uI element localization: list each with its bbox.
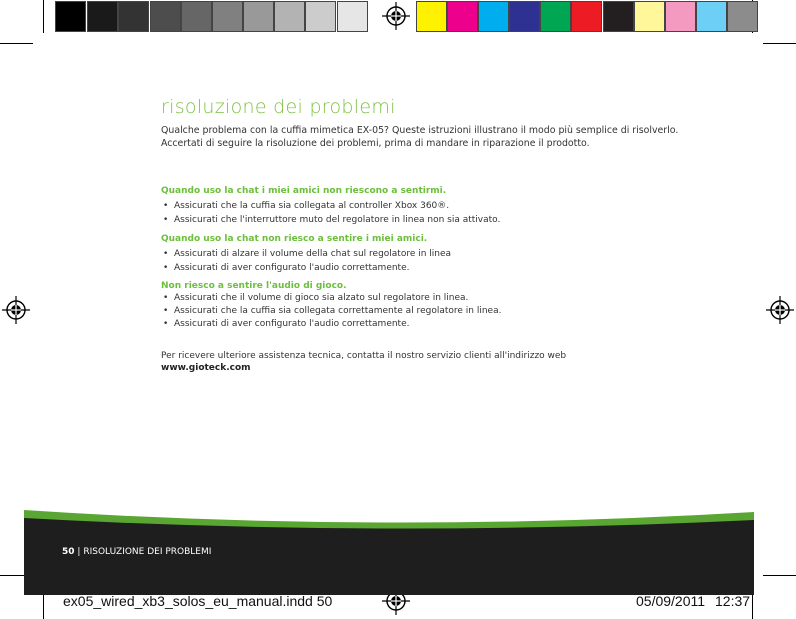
- color-swatch: [416, 1, 447, 32]
- crop-mark: [0, 43, 33, 44]
- color-swatch: [118, 1, 149, 32]
- color-swatch: [665, 1, 696, 32]
- bullet-icon: •: [163, 249, 169, 259]
- bullet-icon: •: [163, 215, 169, 225]
- slug-time: 12:37: [715, 593, 751, 609]
- page-section-name: RISOLUZIONE DEI PROBLEMI: [83, 547, 212, 557]
- intro-text: [161, 124, 721, 150]
- bullet-icon: •: [163, 263, 169, 273]
- color-swatch: [603, 1, 634, 32]
- crop-mark: [43, 0, 44, 33]
- list-item-text: Assicurati che la cuffia sia collegata correttamente al regolatore in linea.: [174, 306, 502, 316]
- registration-mark-icon: [766, 296, 794, 324]
- color-swatch: [274, 1, 305, 32]
- page-number: 50: [62, 547, 75, 557]
- bullet-icon: •: [163, 319, 169, 329]
- color-swatch: [150, 1, 181, 32]
- color-swatch: [696, 1, 727, 32]
- color-swatch: [447, 1, 478, 32]
- bullet-icon: •: [163, 306, 169, 316]
- list-item: [163, 319, 409, 329]
- list-item-text: Assicurati che l'interruttore muto del regolatore in linea non sia attivato.: [174, 215, 501, 225]
- color-swatch: [727, 1, 758, 32]
- list-item-text: Assicurati di aver configurato l'audio correttamente.: [174, 263, 410, 273]
- list-item-text: Assicurati che il volume di gioco sia alzato sul regolatore in linea.: [174, 293, 469, 303]
- list-item: [163, 306, 501, 316]
- bullet-icon: •: [163, 201, 169, 211]
- list-item-text: Assicurati di aver configurato l'audio correttamente.: [174, 319, 410, 329]
- list-item: [163, 201, 449, 211]
- list-item-text: Assicurati che la cuffia sia collegata al controller Xbox 360®.: [174, 201, 450, 211]
- list-item: [163, 215, 500, 225]
- color-swatch: [571, 1, 602, 32]
- color-swatch: [540, 1, 571, 32]
- crop-mark: [763, 43, 796, 44]
- intro-line: Accertati di seguire la risoluzione dei problemi, prima di mandare in riparazione il prodotto.: [161, 138, 590, 149]
- list-item: [163, 249, 451, 259]
- support-paragraph: [161, 350, 566, 374]
- page-title: risoluzione dei problemi: [161, 96, 396, 118]
- slug-date: 05/09/2011: [636, 593, 706, 609]
- crop-mark: [763, 575, 796, 576]
- slug-filename: ex05_wired_xb3_solos_eu_manual.indd 50: [63, 593, 333, 609]
- color-swatch: [55, 1, 86, 32]
- section-question: Quando uso la chat non riesco a sentire i miei amici.: [161, 234, 428, 244]
- page-label-separator: |: [77, 547, 81, 557]
- website-link[interactable]: www.gioteck.com: [161, 363, 251, 373]
- support-text: Per ricevere ulteriore assistenza tecnica, contatta il nostro servizio clienti all'indirizzo web: [161, 351, 567, 361]
- list-item-text: Assicurati di alzare il volume della chat sul regolatore in linea: [174, 249, 452, 259]
- color-swatch: [305, 1, 336, 32]
- color-swatch: [87, 1, 118, 32]
- color-swatch: [181, 1, 212, 32]
- section-question: Non riesco a sentire l'audio di gioco.: [161, 281, 347, 291]
- color-swatch: [212, 1, 243, 32]
- section-question: Quando uso la chat i miei amici non riescono a sentirmi.: [161, 186, 447, 196]
- color-swatch: [337, 1, 368, 32]
- list-item: [163, 293, 468, 303]
- color-swatch: [478, 1, 509, 32]
- bullet-icon: •: [163, 293, 169, 303]
- color-swatch: [634, 1, 665, 32]
- list-item: [163, 263, 409, 273]
- registration-mark-icon: [382, 2, 410, 30]
- page-label: [62, 547, 211, 557]
- color-swatch: [243, 1, 274, 32]
- registration-mark-icon: [2, 296, 30, 324]
- color-swatch: [509, 1, 540, 32]
- intro-line: Qualche problema con la cuffia mimetica EX-05? Queste istruzioni illustrano il modo più semplice di risolverlo.: [161, 125, 679, 136]
